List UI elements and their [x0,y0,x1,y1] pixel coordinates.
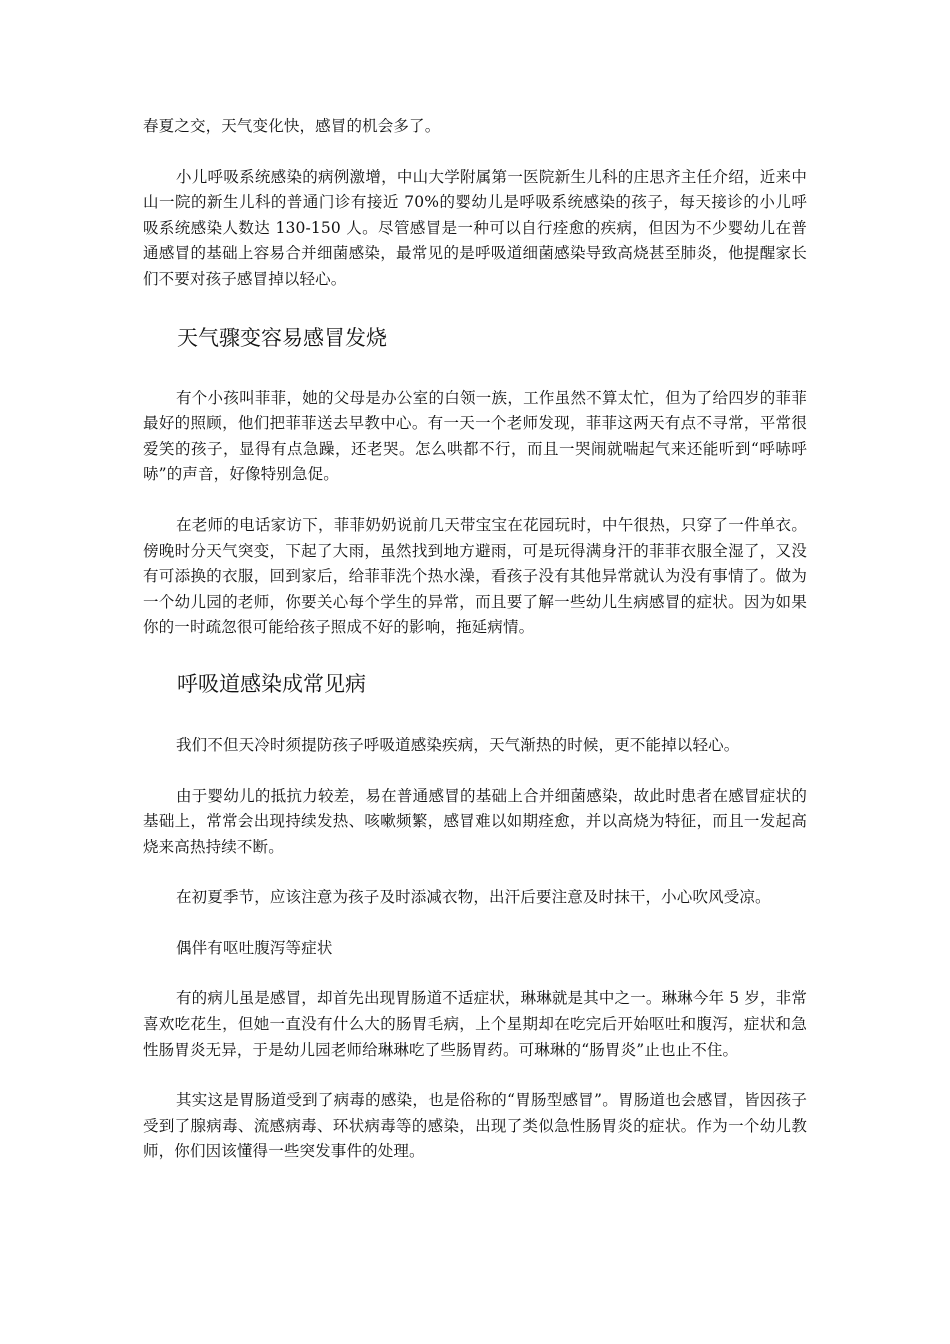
paragraph-infant-resistance: 由于婴幼儿的抵抗力较差，易在普通感冒的基础上合并细菌感染，故此时患者在感冒症状的基础上，常常会出现持续发热、咳嗽频繁，感冒难以如期痊愈，并以高烧为特征，而且一发起高烧来高热持续不断。 [143,786,807,856]
section-heading-weather-change: 天气骤变容易感冒发烧 [177,325,387,350]
paragraph-teacher-home-visit: 在老师的电话家访下，菲菲奶奶说前几天带宝宝在花园玩时，中午很热，只穿了一件单衣。傍晚时分天气突变，下起了大雨，虽然找到地方避雨，可是玩得满身汗的菲菲衣服全湿了，又没有可添换的衣服，回到家后，给菲菲洗个热水澡，看孩子没有其他异常就认为没有事情了。做为一个幼儿园的老师，你要关心每个学生的异常，而且要了解一些幼儿生病感冒的症状。因为如果你的一时疏忽很可能给孩子照成不好的影响，拖延病情。 [143,515,807,637]
paragraph-linlin-story: 有的病儿虽是感冒，却首先出现胃肠道不适症状，琳琳就是其中之一。琳琳今年 5 岁，非常喜欢吃花生，但她一直没有什么大的肠胃毛病，上个星期却在吃完后开始呕吐和腹泻，症状和急性肠胃炎无异，于是幼儿园老师给琳琳吃了些肠胃药。可琳琳的“肠胃炎”止也止不住。 [143,989,807,1059]
paragraph-respiratory-cases: 小儿呼吸系统感染的病例激增，中山大学附属第一医院新生儿科的庄思齐主任介绍，近来中山一院的新生儿科的普通门诊有接近 70%的婴幼儿是呼吸系统感染的孩子，每天接诊的小儿呼吸系统感染人数达 130-150 人。尽管感冒是一种可以自行痊愈的疾病，但因为不少婴幼儿在普通感冒的基础上容易合并细菌感染，最常见的是呼吸道细菌感染导致高烧甚至肺炎，他提醒家长们不要对孩子感冒掉以轻心。 [143,167,807,288]
paragraph-feifei-story: 有个小孩叫菲菲，她的父母是办公室的白领一族，工作虽然不算太忙，但为了给四岁的菲菲最好的照顾，他们把菲菲送去早教中心。有一天一个老师发现，菲菲这两天有点不寻常，平常很爱笑的孩子，显得有点急躁，还老哭。怎么哄都不行，而且一哭闹就喘起气来还能听到“呼哧呼哧”的声音，好像特别急促。 [143,388,807,484]
paragraph-early-summer-advice: 在初夏季节，应该注意为孩子及时添减衣物，出汗后要注意及时抹干，小心吹风受凉。 [176,888,771,907]
paragraph-intro: 春夏之交，天气变化快，感冒的机会多了。 [143,117,441,135]
document-page [143,114,807,1165]
paragraph-subheading-vomiting: 偶伴有呕吐腹泻等症状 [176,938,333,957]
paragraph-hot-weather-warning: 我们不但天冷时须提防孩子呼吸道感染疾病，天气渐热的时候，更不能掉以轻心。 [176,735,740,754]
paragraph-gastro-cold: 其实这是胃肠道受到了病毒的感染，也是俗称的“胃肠型感冒”。胃肠道也会感冒，皆因孩子受到了腺病毒、流感病毒、环状病毒等的感染，出现了类似急性肠胃炎的症状。作为一个幼儿教师，你们因该懂得一些突发事件的处理。 [143,1091,807,1161]
section-heading-respiratory-infection: 呼吸道感染成常见病 [177,671,366,696]
